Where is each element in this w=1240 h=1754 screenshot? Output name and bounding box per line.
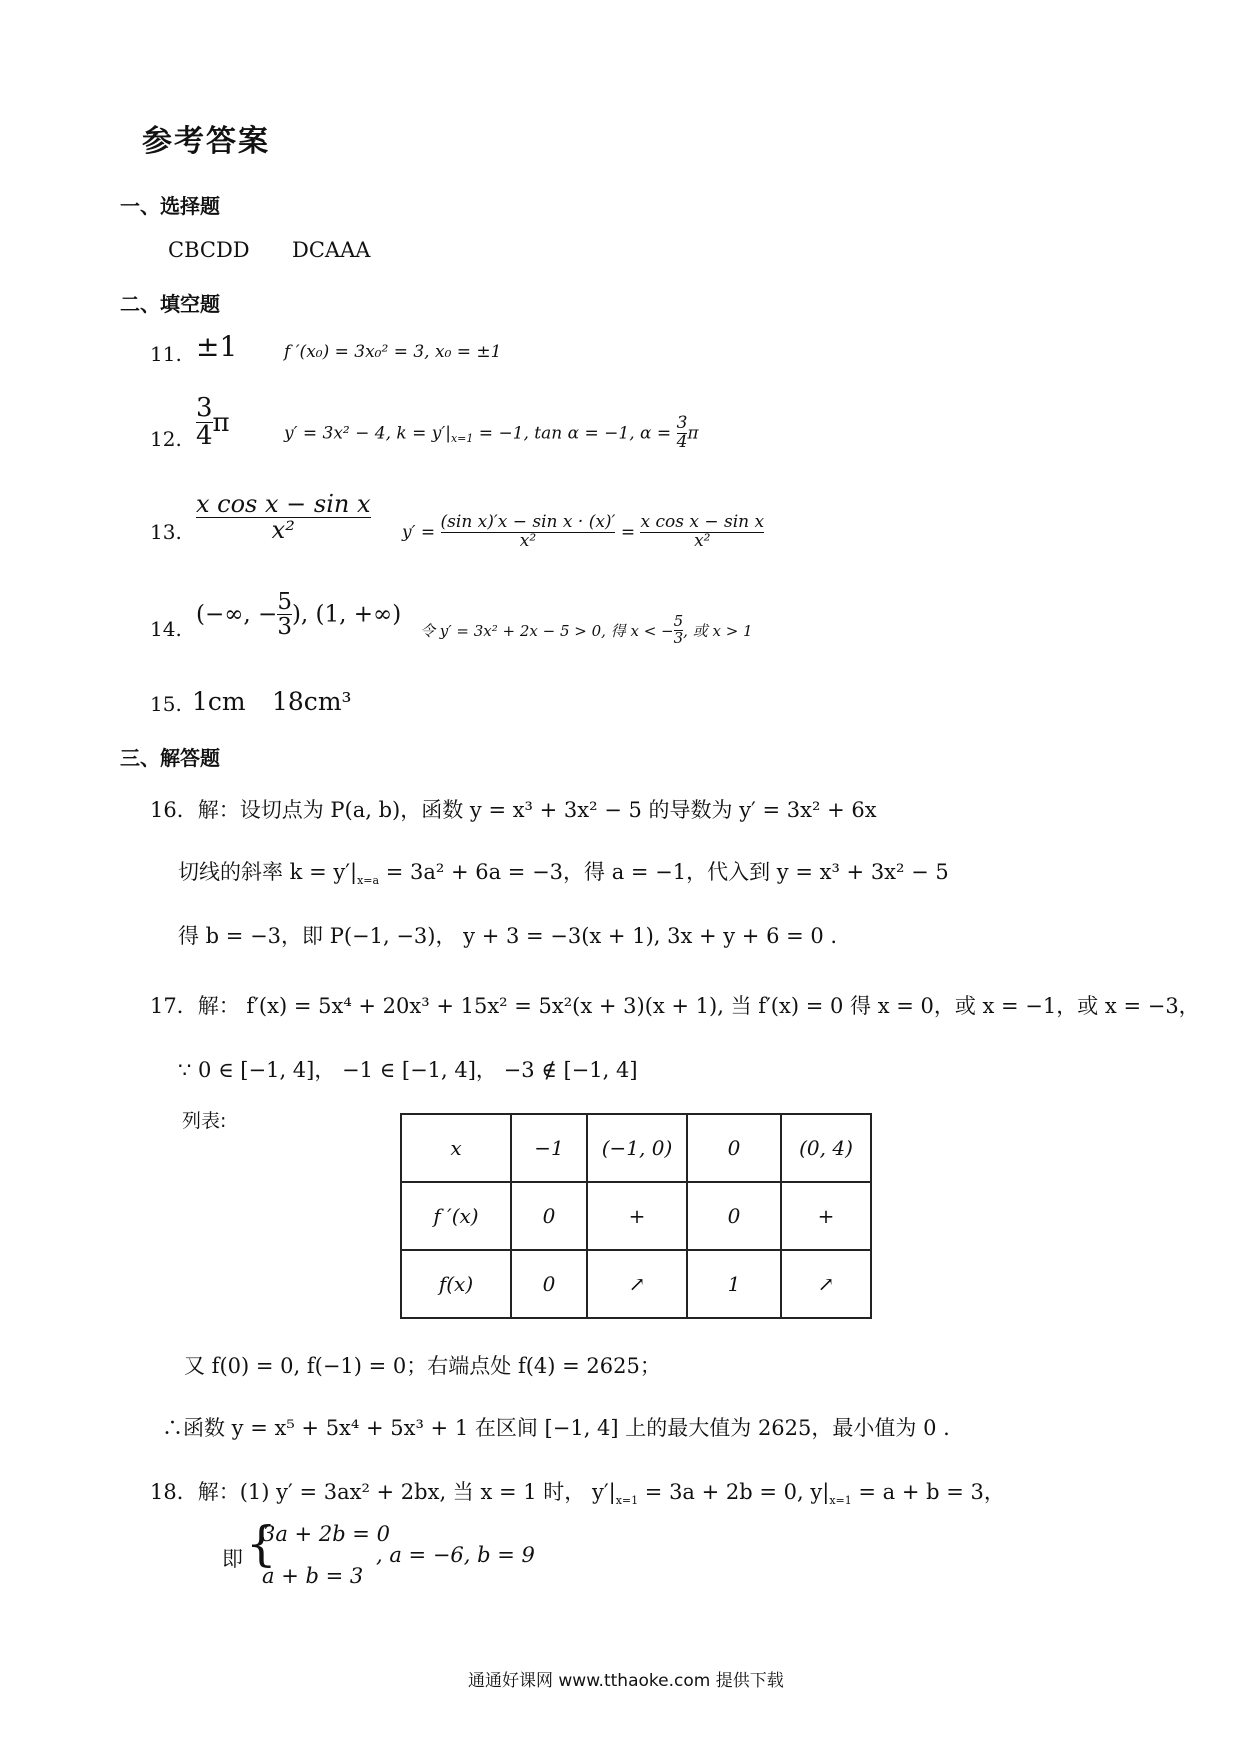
table-cell: 0 [511,1182,587,1250]
table-cell: f ′(x) [401,1182,511,1250]
q16-line1: 16．解：设切点为 P(a, b)，函数 y = x³ + 3x² − 5 的导数为 y′ = 3x² + 6x [150,798,877,822]
q17-sign-table [400,1113,872,1319]
q12-work: y′ = 3x² − 4, $k = y'|_{x=1} = -1$, tan α = −1, α = $\frac{3}{4}$ π [284,413,699,452]
table-cell: (0, 4) [781,1114,871,1182]
q13-number: 13. [150,520,182,544]
q17-table-label: 列表: [182,1110,227,1132]
table-cell: 0 [687,1182,781,1250]
q14-work: 令 y′ = 3x² + 2x − 5 > 0, 得 x < − $\frac{5}{3}$ , 或 x > 1 [420,612,753,647]
table-cell: + [781,1182,871,1250]
page-footer: 通通好课网 www.tthaoke.com 提供下载 [468,1671,784,1691]
q13-answer: $\frac{\text{x cos x − sin x}}{\text{x²}}$ [196,490,371,545]
q11-answer: ±1 [196,330,238,363]
q18-system-eq1: 3a + 2b = 0 [262,1522,390,1546]
q18-system-eq2: a + b = 3 [262,1564,364,1588]
q17-line3: 又 f(0) = 0, f(−1) = 0；右端点处 f(4) = 2625； [184,1354,661,1378]
table-cell: 0 [687,1114,781,1182]
table-cell: 0 [511,1250,587,1318]
brace-icon: { [246,1516,277,1572]
q14-answer: (−∞, − $\frac{5}{3}$ ), (1, +∞) [196,589,402,641]
q11-number: 11. [150,342,182,366]
table-cell: (−1, 0) [587,1114,687,1182]
q18-line1: 18．解：(1) y′ = 3ax² + 2bx, 当 x = 1 时， $y'|_{x=1} = 3a + 2b = 0$, $y|_{x=1} = a + b = 3$， [150,1480,1005,1508]
q17-line4: ∴函数 y = x⁵ + 5x⁴ + 5x³ + 1 在区间 [−1, 4] 上的最大值为 2625，最小值为 0 . [162,1416,950,1440]
q16-line3: 得 b = −3，即 P(−1, −3)， y + 3 = −3(x + 1), 3x + y + 6 = 0 . [178,924,838,948]
table-cell: + [587,1182,687,1250]
section-heading-solve: 三、解答题 [120,746,220,770]
choice-answers-1-5: CBCDD [168,238,250,262]
table-row [401,1114,871,1182]
q18-system-prefix: 即 [222,1547,243,1571]
q17-line2: ∵ 0 ∈ [−1, 4]， −1 ∈ [−1, 4]， −3 ∉ [−1, 4] [178,1058,638,1082]
q16-line2: 切线的斜率 $k = y'|_{x=a} = 3a^2 + 6a = -3$，得 a = −1，代入到 y = x³ + 3x² − 5 [178,860,949,888]
table-cell: ↗ [781,1250,871,1318]
table-cell: ↗ [587,1250,687,1318]
q18-system-result: , a = −6, b = 9 [376,1543,535,1567]
q15-number: 15. [150,692,182,716]
q17-line1: 17．解： f′(x) = 5x⁴ + 20x³ + 15x² = 5x²(x + 3)(x + 1), 当 f′(x) = 0 得 x = 0，或 x = −1，或 x = −3， [150,994,1200,1018]
table-row [401,1250,871,1318]
table-cell: x [401,1114,511,1182]
q15-answer-a: 1cm [192,687,246,716]
q11-work: f ′(x₀) = 3x₀² = 3, x₀ = ±1 [284,342,502,362]
table-cell: −1 [511,1114,587,1182]
q13-work: y′ = $\frac{\text{(sin x)′x − sin x · (x)′}}{\text{x²}}$ = $\frac{\text{x cos x − sin x}}{\text{x²}}$ [402,512,765,551]
table-cell: f(x) [401,1250,511,1318]
q12-number: 12. [150,427,182,451]
table-row [401,1182,871,1250]
q15-answer-b: 18cm³ [272,687,352,716]
choice-answers-6-10: DCAAA [292,238,371,262]
section-heading-fill: 二、填空题 [120,292,220,316]
section-heading-choice: 一、选择题 [120,194,220,218]
page-title: 参考答案 [142,124,270,159]
q12-answer: $\frac{3}{4}$ π [196,393,230,452]
table-cell: 1 [687,1250,781,1318]
q14-number: 14. [150,617,182,641]
